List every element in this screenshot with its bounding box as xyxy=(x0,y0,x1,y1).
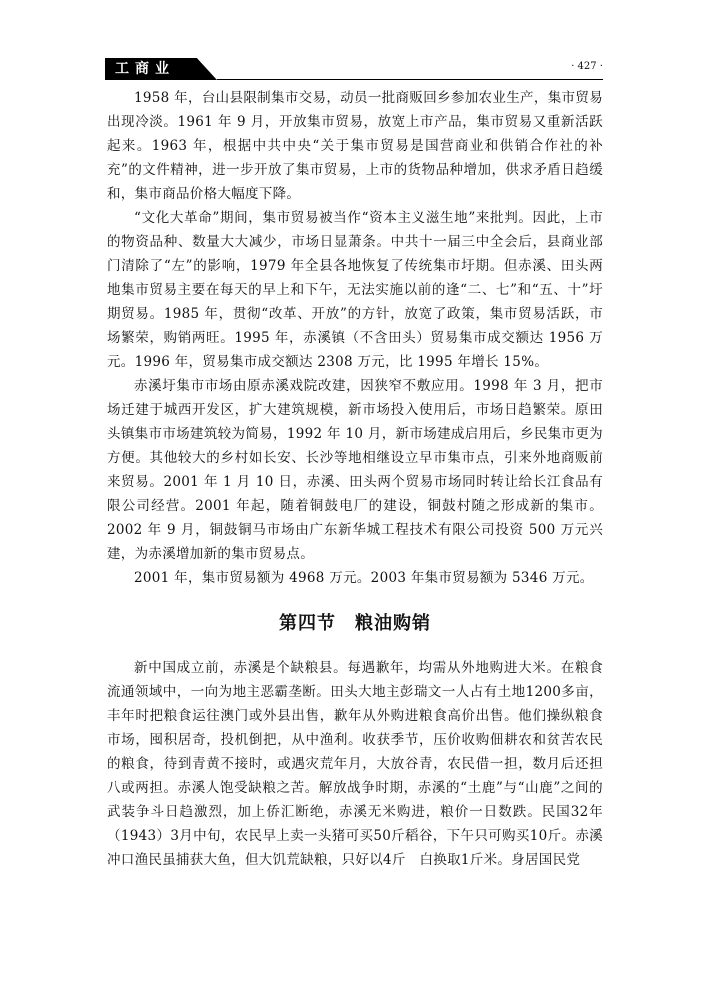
header-title: 工商业 xyxy=(115,61,175,77)
page-header xyxy=(105,58,603,80)
section-heading: 第四节 粮油购销 xyxy=(279,613,431,634)
page-number: · 427 · xyxy=(571,61,603,72)
paragraph: “文化大革命”期间，集市贸易被当作“资本主义滋生地”来批判。因此，上市的物资品种、数量大大减少，市场日显萧条。中共十一届三中全会后，县商业部门清除了“左”的影响，1979 年全县各地恢复了传统集市圩期。但赤溪、田头两地集市贸易主要在每天的早上和下午，无法实施以前的逢“二、七”和“五、十”圩期贸易。1985 年，贯彻“改革、开放”的方针，放宽了政策，集市贸易活跃，市场繁荣，购销两旺。1995 年，赤溪镇（不含田头）贸易集市成交额达 1956 万元。1996 年，贸易集市成交额达 2308 万元，比 1995 年增长 15%。 xyxy=(107,210,603,370)
header-rule xyxy=(217,79,603,80)
page-body xyxy=(107,86,603,872)
paragraph: 赤溪圩集市市场由原赤溪戏院改建，因狭窄不敷应用。1998 年 3 月，把市场迁建于城西开发区，扩大建筑规模，新市场投入使用后，市场日趋繁荣。原田头镇集市市场建筑较为简易，1992 年 10 月，新市场建成启用后，乡民集市更为方便。其他较大的乡村如长安、长沙等地相继设立早市集市点，引来外地商贩前来贸易。2001 年 1 月 10 日，赤溪、田头两个贸易市场同时转让给长江食品有限公司经营。2001 年起，随着铜鼓电厂的建设，铜鼓村随之形成新的集市。2002 年 9 月，铜鼓铜马市场由广东新华城工程技术有限公司投资 500 万元兴建，为赤溪增加新的集市贸易点。 xyxy=(107,378,603,562)
paragraph: 1958 年，台山县限制集市交易，动员一批商贩回乡参加农业生产，集市贸易出现冷淡。1961 年 9 月，开放集市贸易，放宽上市产品，集市贸易又重新活跃起来。1963 年，根据中共中央“关于集市贸易是国营商业和供销合作社的补充”的文件精神，进一步开放了集市贸易，上市的货物品种增加，供求矛盾日趋缓和，集市商品价格大幅度下降。 xyxy=(107,90,603,202)
paragraph: 新中国成立前，赤溪是个缺粮县。每遇歉年，均需从外地购进大米。在粮食流通领域中，一向为地主恶霸垄断。田头大地主彭瑞文一人占有土地1200多亩，丰年时把粮食运往澳门或外县出售，歉年从外购进粮食高价出售。他们操纵粮食市场，囤积居奇，投机倒把，从中渔利。收获季节，压价收购佃耕农和贫苦农民的粮食，待到青黄不接时，或遇灾荒年月，大放谷青，农民借一担，数月后还担八或两担。赤溪人饱受缺粮之苦。解放战争时期，赤溪的“土鹿”与“山鹿”之间的武装争斗日趋激烈，加上侨汇断绝，赤溪无米购进，粮价一日数跌。民国32年（1943）3月中旬，农民早上卖一头猪可买50斤稻谷，下午只可购买10斤。赤溪冲口渔民虽捕获大鱼，但大饥荒缺粮，只好以4斤 白换取1斤米。身居国民党 xyxy=(107,660,603,868)
paragraph: 2001 年，集市贸易额为 4968 万元。2003 年集市贸易额为 5346 万元。 xyxy=(134,570,594,586)
